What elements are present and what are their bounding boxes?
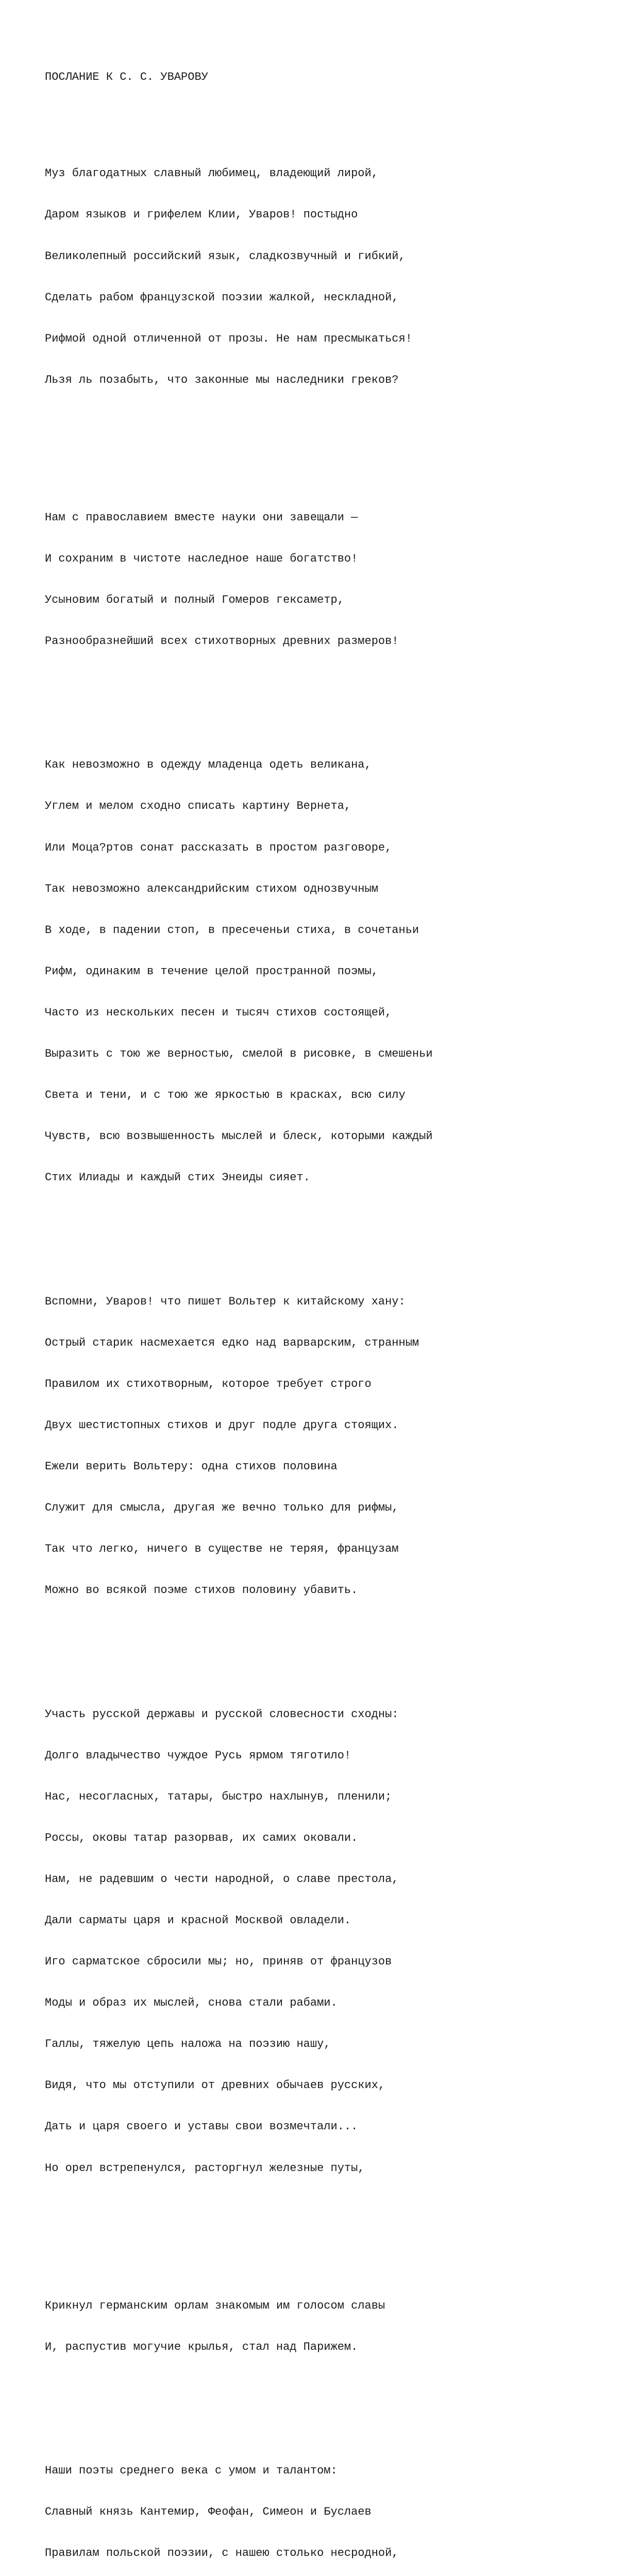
poem-line: Но орел встрепенулся, расторгнул железные путы,: [45, 2161, 365, 2175]
poem-line: Правилам польской поэзии, с нашею столько несродной,: [45, 2547, 399, 2560]
poem-line: В ходе, в падении стоп, в пресеченьи стиха, в сочетаньи: [45, 923, 419, 937]
poem-line: Чувств, всю возвышенность мыслей и блеск, которыми каждый: [45, 1130, 433, 1143]
poem-line: Служит для смысла, другая же вечно только для рифмы,: [45, 1501, 399, 1515]
poem-line: Ежели верить Вольтеру: одна стихов половина: [45, 1460, 338, 1473]
stanza: [45, 1680, 612, 2203]
poem-line: Галлы, тяжелую цепь наложа на поэзию нашу,: [45, 2038, 331, 2051]
poem-line: Или Моца?ртов сонат рассказать в простом разговоре,: [45, 841, 392, 854]
poem-line: Великолепный российский язык, сладкозвучный и гибкий,: [45, 249, 406, 263]
poem-line: Льзя ль позабыть, что законные мы наследники греков?: [45, 373, 399, 386]
poem-line: Муз благодатных славный любимец, владеющий лирой,: [45, 167, 378, 180]
poem-line: Сделать рабом французской поэзии жалкой, нескладной,: [45, 291, 399, 304]
poem-line: Нам, не радевшим о чести народной, о славе престола,: [45, 1872, 399, 1886]
stanza: [45, 2272, 612, 2382]
poem-line: Рифм, одинаким в течение целой пространной поэмы,: [45, 964, 378, 978]
stanza: [45, 2437, 612, 2576]
poem-line: Россы, оковы татар разорвав, их самих оковали.: [45, 1831, 358, 1844]
poem-line: Усыновим богатый и полный Гомеров гексаметр,: [45, 593, 344, 606]
poem-line: Участь русской державы и русской словесности сходны:: [45, 1707, 399, 1721]
poem-line: Разнообразнейший всех стихотворных древних размеров!: [45, 635, 399, 648]
poem-line: Рифмой одной отличенной от прозы. Не нам пресмыкаться!: [45, 332, 412, 345]
poem-line: Стих Илиады и каждый стих Энеиды сияет.: [45, 1171, 310, 1184]
poem-line: Выразить с тою же верностью, смелой в рисовке, в смешеньи: [45, 1047, 433, 1061]
stanza: [45, 140, 612, 415]
poem-line: Вспомни, Уваров! что пишет Вольтер к китайскому хану:: [45, 1295, 406, 1308]
poem-line: Долго владычество чуждое Русь ярмом тяготило!: [45, 1749, 351, 1762]
poem-line: И, распустив могучие крылья, стал над Парижем.: [45, 2340, 358, 2353]
poem-line: Света и тени, и с тою же яркостью в красках, всю силу: [45, 1089, 406, 1102]
poem-line: Двух шестистопных стихов и друг подле друга стоящих.: [45, 1418, 399, 1432]
poem-line: Так что легко, ничего в существе не теряя, французам: [45, 1543, 399, 1556]
stanza: [45, 731, 612, 1212]
poem-line: Правилом их стихотворным, которое требует строго: [45, 1377, 372, 1391]
poem-line: Нам с православием вместе науки они завещали —: [45, 511, 358, 524]
poem-title: ПОСЛАНИЕ К С. С. УВАРОВУ: [45, 71, 208, 84]
poem-line: Иго сарматское сбросили мы; но, приняв от французов: [45, 1955, 392, 1969]
poem-line: Видя, что мы отступили от древних обычаев русских,: [45, 2079, 385, 2092]
poem-line: Острый старик насмехается едко над варварским, странным: [45, 1336, 419, 1349]
poem-line: Славный князь Кантемир, Феофан, Симеон и Буслаев: [45, 2505, 372, 2519]
poem-line: Моды и образ их мыслей, снова стали рабами.: [45, 1996, 338, 2010]
poem-line: Так невозможно александрийским стихом однозвучным: [45, 882, 378, 895]
poem-line: Часто из нескольких песен и тысяч стихов состоящей,: [45, 1006, 392, 1019]
poem-line: Даром языков и грифелем Клии, Уваров! постыдно: [45, 208, 358, 222]
stanza: [45, 483, 612, 676]
poem-line: Углем и мелом сходно списать картину Вернета,: [45, 800, 351, 813]
poem-line: Нас, несогласных, татары, быстро нахлынув, пленили;: [45, 1790, 392, 1803]
poem-line: Наши поэты среднего века с умом и талантом:: [45, 2464, 338, 2477]
stanza: [45, 1267, 612, 1625]
poem-line: Как невозможно в одежду младенца одеть великана,: [45, 758, 372, 772]
poem-line: Можно во всякой поэме стихов половину убавить.: [45, 1584, 358, 1597]
poem-line: Дать и царя своего и уставы свои возмечтали...: [45, 2120, 358, 2133]
poem-line: Крикнул германским орлам знакомым им голосом славы: [45, 2299, 385, 2312]
document-page: [45, 43, 612, 2576]
poem-line: Дали сарматы царя и красной Москвой овладели.: [45, 1914, 351, 1927]
poem-line: И сохраним в чистоте наследное наше богатство!: [45, 552, 358, 565]
